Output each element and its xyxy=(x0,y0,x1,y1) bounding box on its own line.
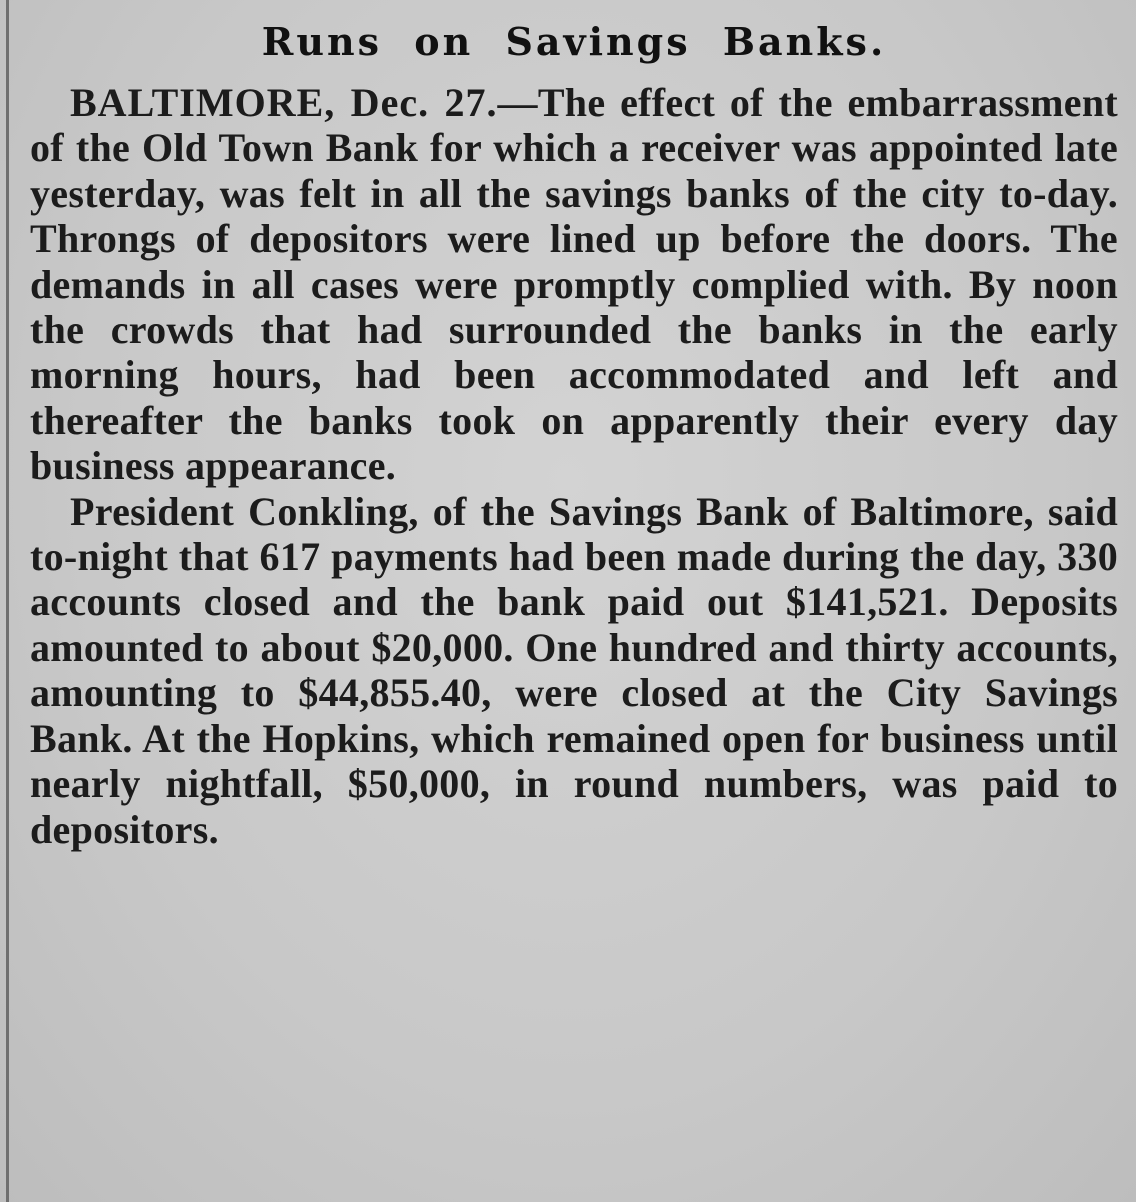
article xyxy=(30,8,1118,852)
article-body xyxy=(30,80,1118,852)
column-rule xyxy=(6,0,9,1202)
headline: Runs on Savings Banks. xyxy=(261,19,887,64)
paragraph-2: President Conkling, of the Savings Bank of Baltimore, said to-night that 617 payments had been made during the day, 330 accounts closed and the bank paid out $141,521. Deposits amounted to about $20,000. One hundred and thirty accounts, amounting to $44,855.40, were closed at the City Savings Bank. At the Hopkins, which remained open for business until nearly nightfall, $50,000, in round numbers, was paid to depositors. xyxy=(30,488,1118,852)
paragraph-1 xyxy=(30,80,1118,489)
paragraph-1-text: —The effect of the embarrassment of the Old Town Bank for which a receiver was appointed late yesterday, was felt in all the savings banks of the city to-day. Throngs of depositors were lined up before the doors. The demands in all cases were promptly complied with. By noon the crowds that had surrounded the banks in the early morning hours, had been accommodated and left and thereafter the banks took on apparently their every day business appearance. xyxy=(30,80,1118,489)
dateline: BALTIMORE, Dec. 27. xyxy=(70,80,498,125)
